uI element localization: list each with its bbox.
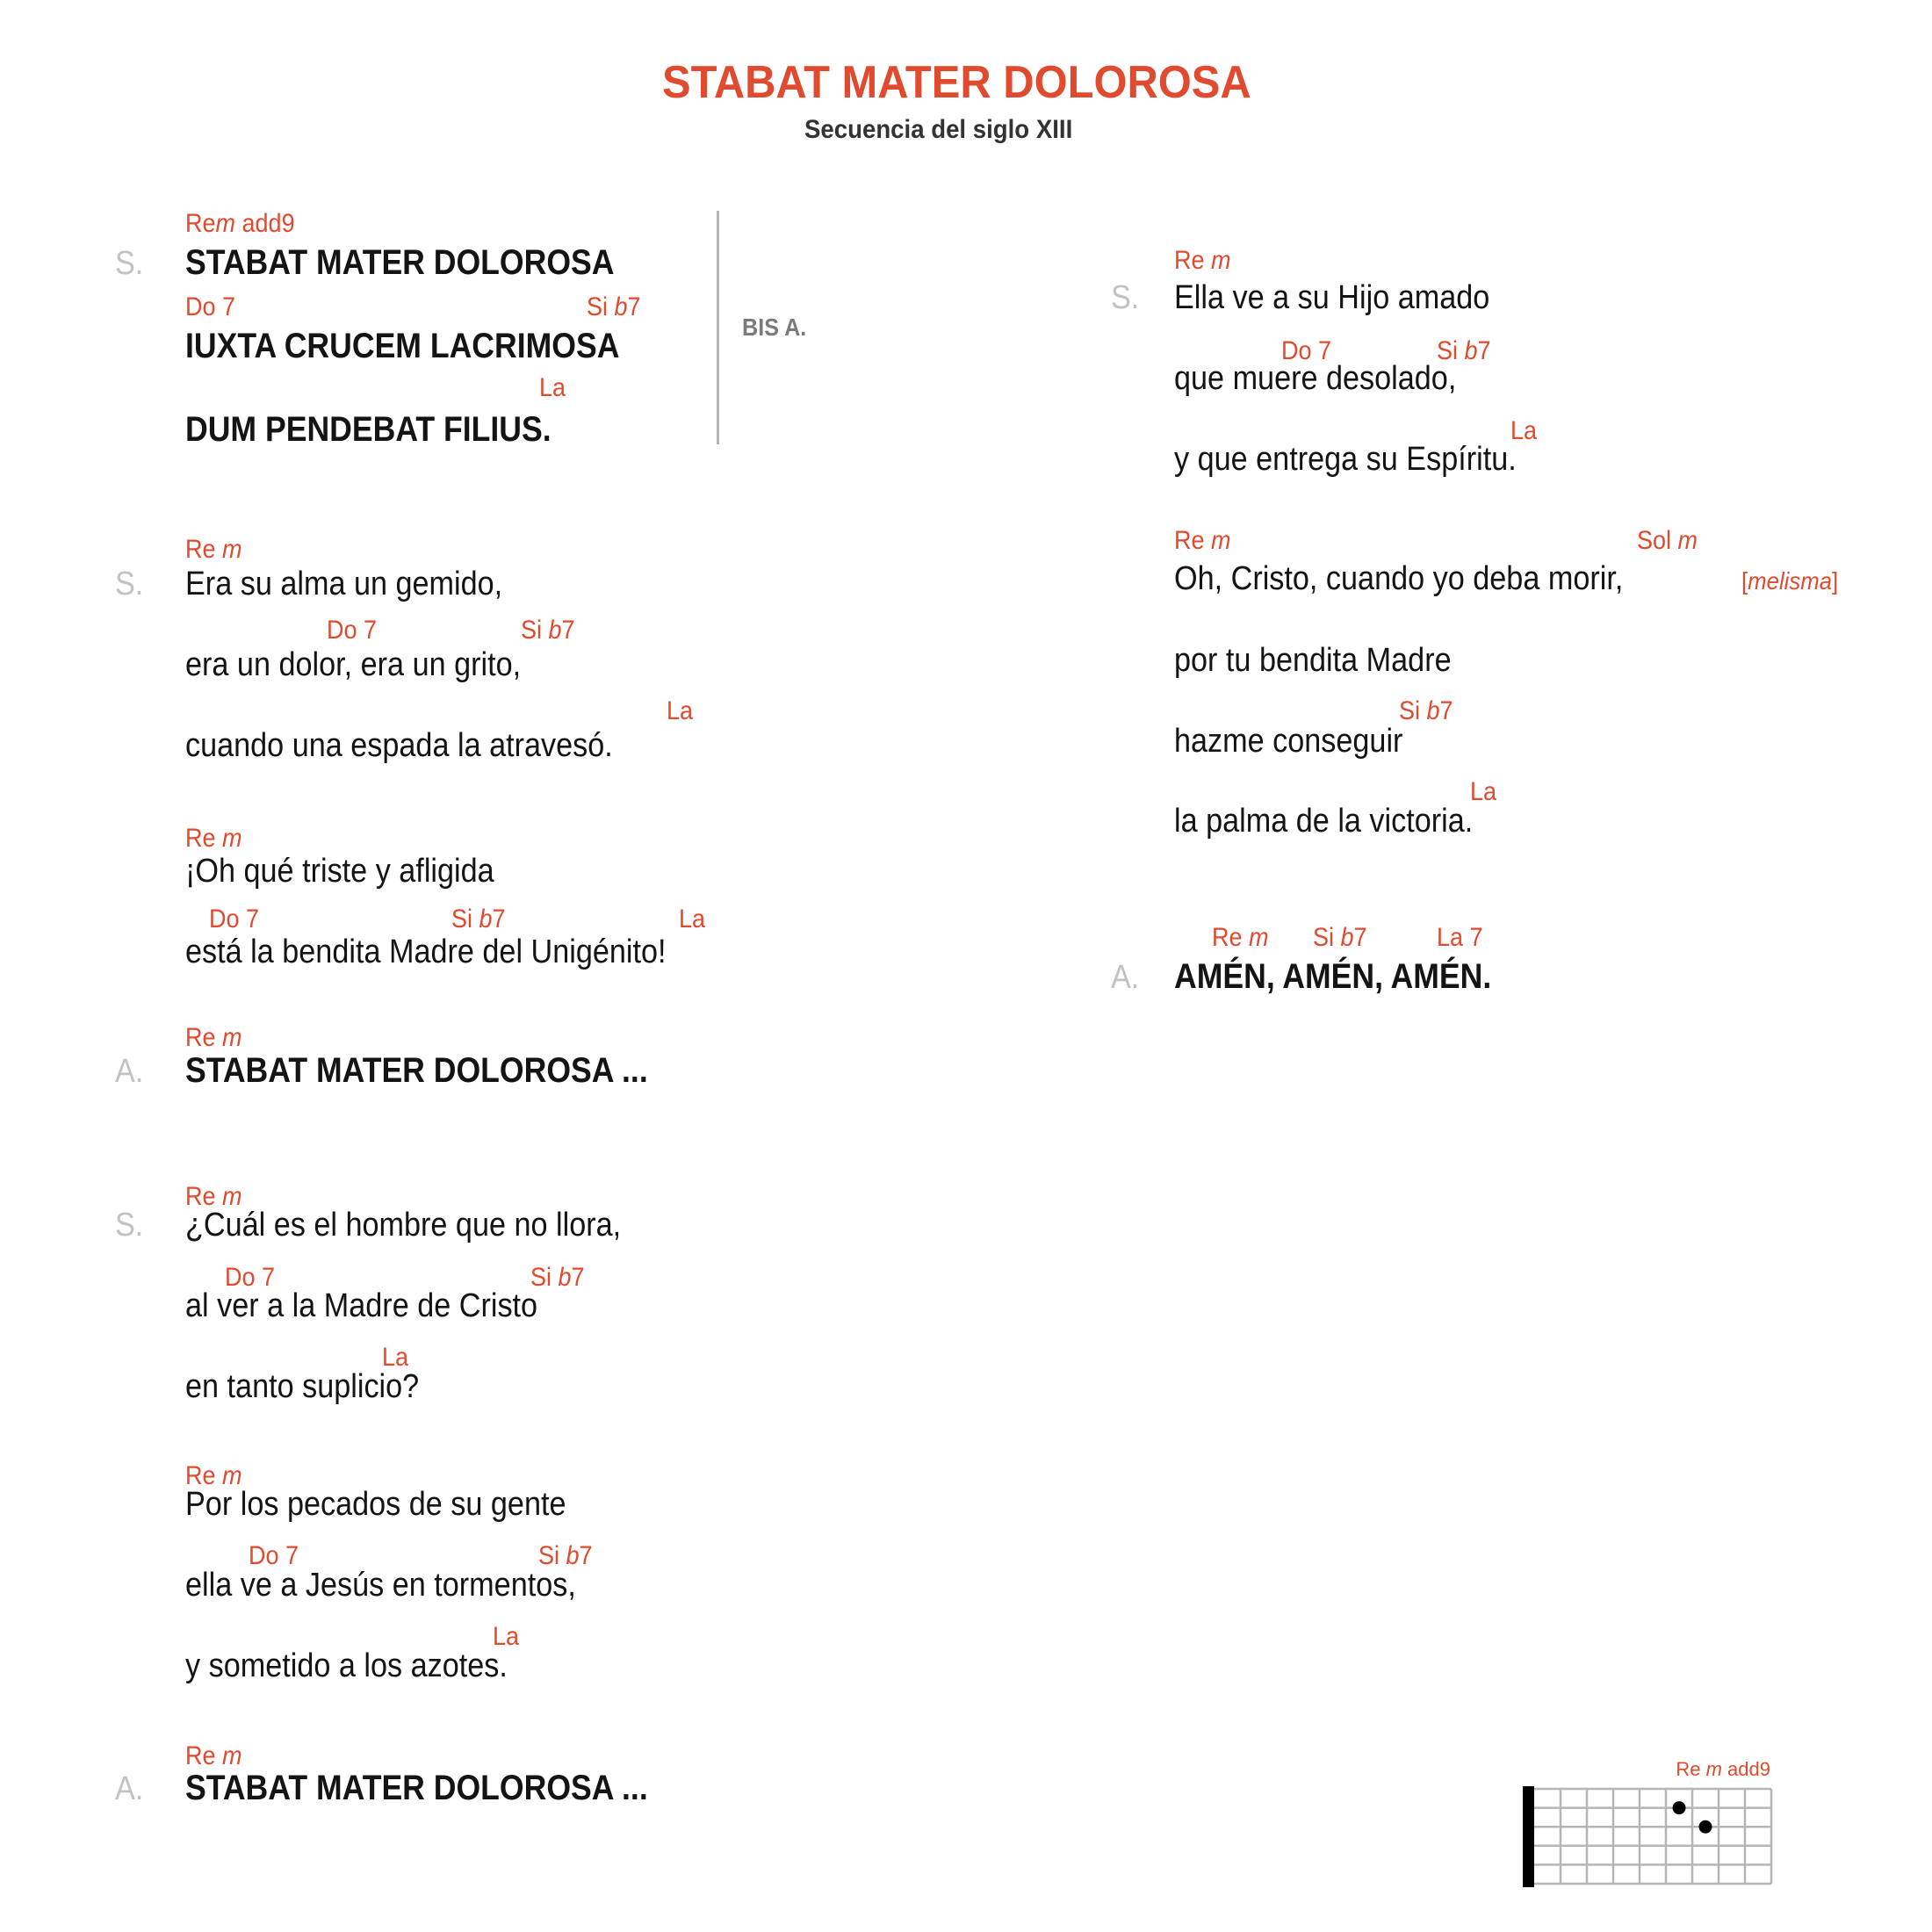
finger-dot (1699, 1820, 1712, 1834)
lyric-line: que muere desolado, (1174, 359, 1457, 397)
chord-root: Re (1676, 1758, 1706, 1780)
chord-root: La (1510, 415, 1538, 445)
chord-extension: 7 (1439, 696, 1453, 725)
chord-symbol (249, 1540, 299, 1570)
chord-symbol (1437, 922, 1483, 952)
chord-root: Re (185, 1181, 223, 1211)
chord-symbol (1174, 245, 1231, 275)
chord-root: Do 7 (327, 615, 378, 645)
stanza-role-label: S. (115, 565, 144, 602)
chord-quality: b (1464, 335, 1478, 365)
chord-quality: b (1340, 922, 1354, 952)
chord-symbol (1399, 698, 1453, 724)
chord-symbol (382, 1344, 408, 1371)
chord-root: Sol (1637, 525, 1678, 555)
chord-root: Si (1313, 922, 1341, 952)
chord-root: Si (538, 1540, 566, 1570)
melisma-text: melisma (1748, 567, 1833, 595)
chord-root: Do 7 (225, 1262, 276, 1292)
bracket-close: ] (1832, 567, 1839, 595)
stanza-role-label: A. (1111, 958, 1140, 996)
chord-extension: 7 (1353, 922, 1367, 952)
chord-quality: b (558, 1262, 572, 1292)
chord-extension: 7 (579, 1540, 593, 1570)
chord-root: Re (185, 1022, 223, 1052)
chord-quality: m (222, 823, 242, 853)
chord-root: Re (1174, 245, 1212, 275)
lyric-line: Oh, Cristo, cuando yo deba morir, (1174, 559, 1624, 597)
finger-dot (1673, 1801, 1686, 1814)
stanza-role-label: A. (115, 1052, 144, 1090)
chord-quality: m (1677, 525, 1698, 555)
chord-quality: m (1249, 922, 1269, 952)
chord-quality: m (222, 1181, 242, 1211)
fretboard-icon (1523, 1758, 1777, 1890)
chord-extension: add9 (1721, 1758, 1770, 1780)
chord-symbol (587, 294, 641, 321)
lyric-line: Era su alma un gemido, (185, 565, 503, 602)
chord-symbol (209, 906, 259, 933)
chord-extension: 7 (561, 615, 575, 645)
chord-root: La (679, 904, 706, 934)
chord-root: La (539, 372, 566, 402)
chord-quality: m (222, 534, 242, 564)
lyric-line: ¡Oh qué triste y afligida (185, 852, 494, 890)
chord-root: La (493, 1621, 520, 1651)
page-title: STABAT MATER DOLOROSA (662, 57, 1251, 108)
chord-symbol (327, 617, 377, 644)
lyric-line: y que entrega su Espíritu. (1174, 440, 1517, 478)
chord-symbol (1470, 776, 1497, 806)
lyric-line: al ver a la Madre de Cristo (185, 1287, 538, 1324)
chord-quality: m (1211, 245, 1231, 275)
chord-symbol (667, 698, 693, 724)
chord-symbol (1313, 922, 1367, 952)
lyric-line: Por los pecados de su gente (185, 1485, 566, 1523)
chord-root: Re (185, 1460, 223, 1490)
chord-symbol (451, 906, 506, 933)
chord-root: Do 7 (249, 1540, 299, 1570)
lyric-line: hazme conseguir (1174, 722, 1403, 760)
chord-root: Si (451, 904, 479, 934)
chord-extension: 7 (492, 904, 506, 934)
chord-symbol (493, 1621, 520, 1651)
stanza-role-label: A. (115, 1770, 144, 1807)
chord-symbol (185, 208, 295, 238)
chord-symbol (679, 906, 705, 933)
chord-root: La (667, 696, 694, 725)
chord-quality: m (222, 1741, 242, 1770)
chord-extension: add9 (235, 208, 295, 238)
lyric-line: STABAT MATER DOLOROSA (185, 243, 615, 283)
chord-root: Si (587, 292, 615, 321)
chord-root: Si (1399, 696, 1427, 725)
chord-root: Re (185, 823, 223, 853)
chord-symbol (185, 1743, 242, 1770)
chord-extension: 7 (627, 292, 641, 321)
lyric-line: AMÉN, AMÉN, AMÉN. (1174, 957, 1492, 997)
chord-root: La 7 (1437, 922, 1483, 952)
chord-symbol (185, 825, 242, 852)
chord-symbol (185, 294, 235, 321)
chord-quality: m (222, 1460, 242, 1490)
chord-symbol (1212, 922, 1269, 952)
chord-quality: b (548, 615, 562, 645)
lyric-line: era un dolor, era un grito, (185, 645, 522, 683)
chord-root: Si (530, 1262, 559, 1292)
stanza-role-label: S. (115, 244, 144, 282)
chord-extension: 7 (571, 1262, 585, 1292)
chord-root: Re (1174, 525, 1212, 555)
chord-root: La (1470, 776, 1497, 806)
bis-divider-line (717, 211, 719, 444)
chord-root: Re (185, 1741, 223, 1770)
chord-symbol (530, 1262, 585, 1292)
lyric-line: por tu bendita Madre (1174, 641, 1452, 679)
lyric-line: STABAT MATER DOLOROSA ... (185, 1769, 648, 1808)
lyric-line: cuando una espada la atravesó. (185, 726, 613, 764)
chord-symbol (539, 372, 566, 402)
chord-quality: m (1705, 1758, 1722, 1780)
lyric-line: STABAT MATER DOLOROSA ... (185, 1051, 648, 1091)
lyric-line: está la bendita Madre del Unigénito! (185, 933, 667, 970)
chord-root: La (382, 1342, 409, 1372)
chord-symbol (538, 1540, 593, 1570)
lyric-line: en tanto suplicio? (185, 1367, 420, 1405)
chord-quality: m (222, 1022, 242, 1052)
lyric-line: ella ve a Jesús en tormentos, (185, 1566, 576, 1604)
chord-extension: 7 (1477, 335, 1491, 365)
chord-quality: b (614, 292, 628, 321)
lyric-line: ¿Cuál es el hombre que no llora, (185, 1206, 622, 1244)
chord-symbol (1637, 525, 1698, 555)
stanza-role-label: S. (115, 1206, 144, 1244)
chord-quality: m (1211, 525, 1231, 555)
chord-root: Si (521, 615, 549, 645)
chord-root: Si (1437, 335, 1465, 365)
chord-quality: m (215, 208, 236, 238)
chord-symbol (185, 1022, 242, 1052)
lyric-line: Ella ve a su Hijo amado (1174, 278, 1490, 316)
lyric-line: y sometido a los azotes. (185, 1647, 508, 1684)
chord-root: Do 7 (185, 292, 236, 321)
chord-quality: b (566, 1540, 580, 1570)
stanza-role-label: S. (1111, 278, 1140, 316)
lyric-line: la palma de la victoria. (1174, 802, 1474, 840)
melisma-annotation (1741, 569, 1838, 594)
chord-quality: b (479, 904, 493, 934)
nut (1523, 1786, 1534, 1887)
lyric-line: IUXTA CRUCEM LACRIMOSA (185, 327, 620, 366)
chord-symbol (185, 534, 242, 564)
page-subtitle: Secuencia del siglo XIII (804, 115, 1073, 144)
chord-root: Re (185, 534, 223, 564)
bracket-open: [ (1741, 567, 1748, 595)
chord-symbol (1174, 525, 1231, 555)
chord-root: Re (185, 208, 216, 238)
chord-root: Do 7 (1281, 335, 1332, 365)
lyric-line: DUM PENDEBAT FILIUS. (185, 410, 551, 450)
chord-diagram (1523, 1758, 1777, 1890)
chord-quality: b (1426, 696, 1440, 725)
chord-root: Re (1212, 922, 1250, 952)
bis-label: BIS A. (742, 314, 807, 341)
chord-symbol (521, 617, 575, 644)
chord-root: Do 7 (209, 904, 260, 934)
